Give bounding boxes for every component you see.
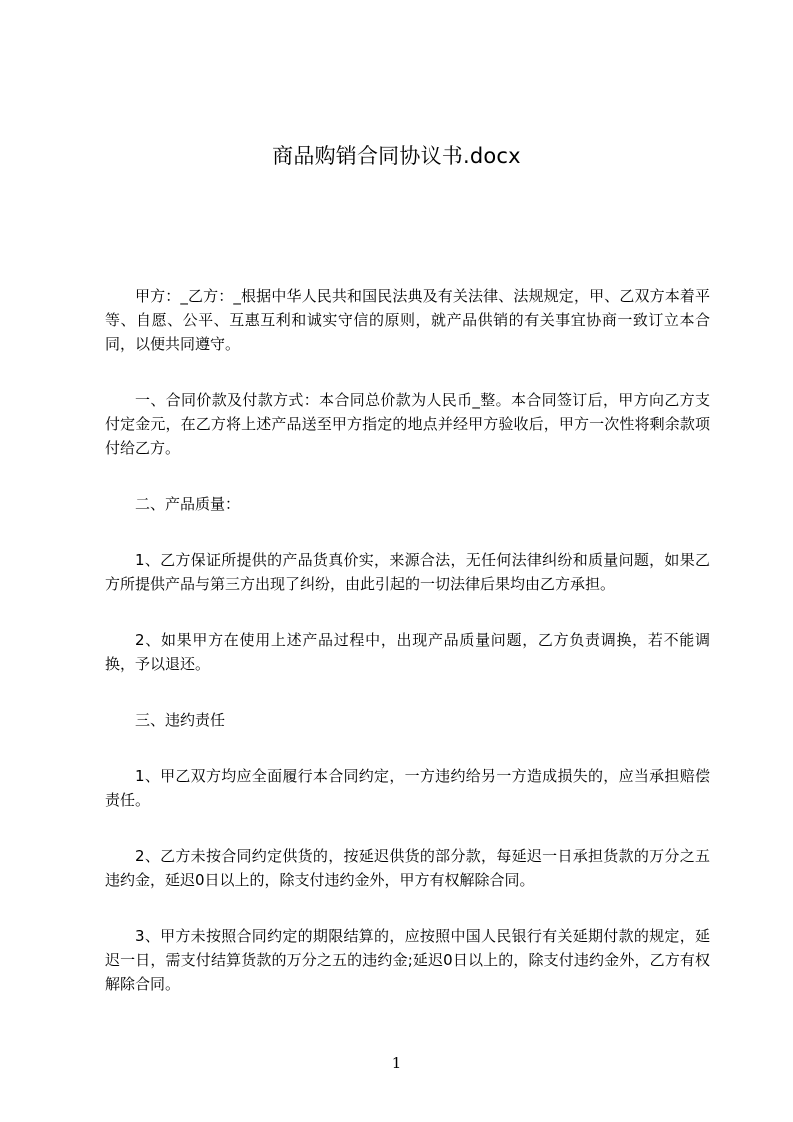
liability-clause-3: 3、甲方未按照合同约定的期限结算的，应按照中国人民银行有关延期付款的规定，延迟一日，需支付结算货款的万分之五的违约金;延迟0日以上的，除支付违约金外，乙方有权解除合同。 (105, 927, 710, 993)
payment-clause: 一、合同价款及付款方式：本合同总价款为人民币_整。本合同签订后，甲方向乙方支付定金元，在乙方将上述产品送至甲方指定的地点并经甲方验收后，甲方一次性将剩余款项付给乙方。 (105, 391, 710, 457)
quality-clause-1: 1、乙方保证所提供的产品货真价实，来源合法，无任何法律纠纷和质量问题，如果乙方所提供产品与第三方出现了纠纷，由此引起的一切法律后果均由乙方承担。 (105, 551, 710, 593)
quality-heading: 二、产品质量： (135, 495, 241, 513)
document-body (105, 284, 710, 1028)
liability-heading: 三、违约责任 (135, 711, 226, 729)
liability-clause-1: 1、甲乙双方均应全面履行本合同约定，一方违约给另一方造成损失的，应当承担赔偿责任。 (105, 767, 710, 809)
quality-clause-2: 2、如果甲方在使用上述产品过程中，出现产品质量问题，乙方负责调换，若不能调换，予以退还。 (105, 631, 710, 673)
liability-clause-2: 2、乙方未按合同约定供货的，按延迟供货的部分款，每延迟一日承担货款的万分之五违约金，延迟0日以上的，除支付违约金外，甲方有权解除合同。 (105, 847, 710, 889)
intro-paragraph: 甲方：_乙方：_根据中华人民共和国民法典及有关法律、法规规定，甲、乙双方本着平等、自愿、公平、互惠互利和诚实守信的原则，就产品供销的有关事宜协商一致订立本合同，以便共同遵守。 (105, 287, 710, 353)
page-number: 1 (391, 1054, 402, 1072)
document-title: 商品购销合同协议书.docx (272, 144, 521, 168)
